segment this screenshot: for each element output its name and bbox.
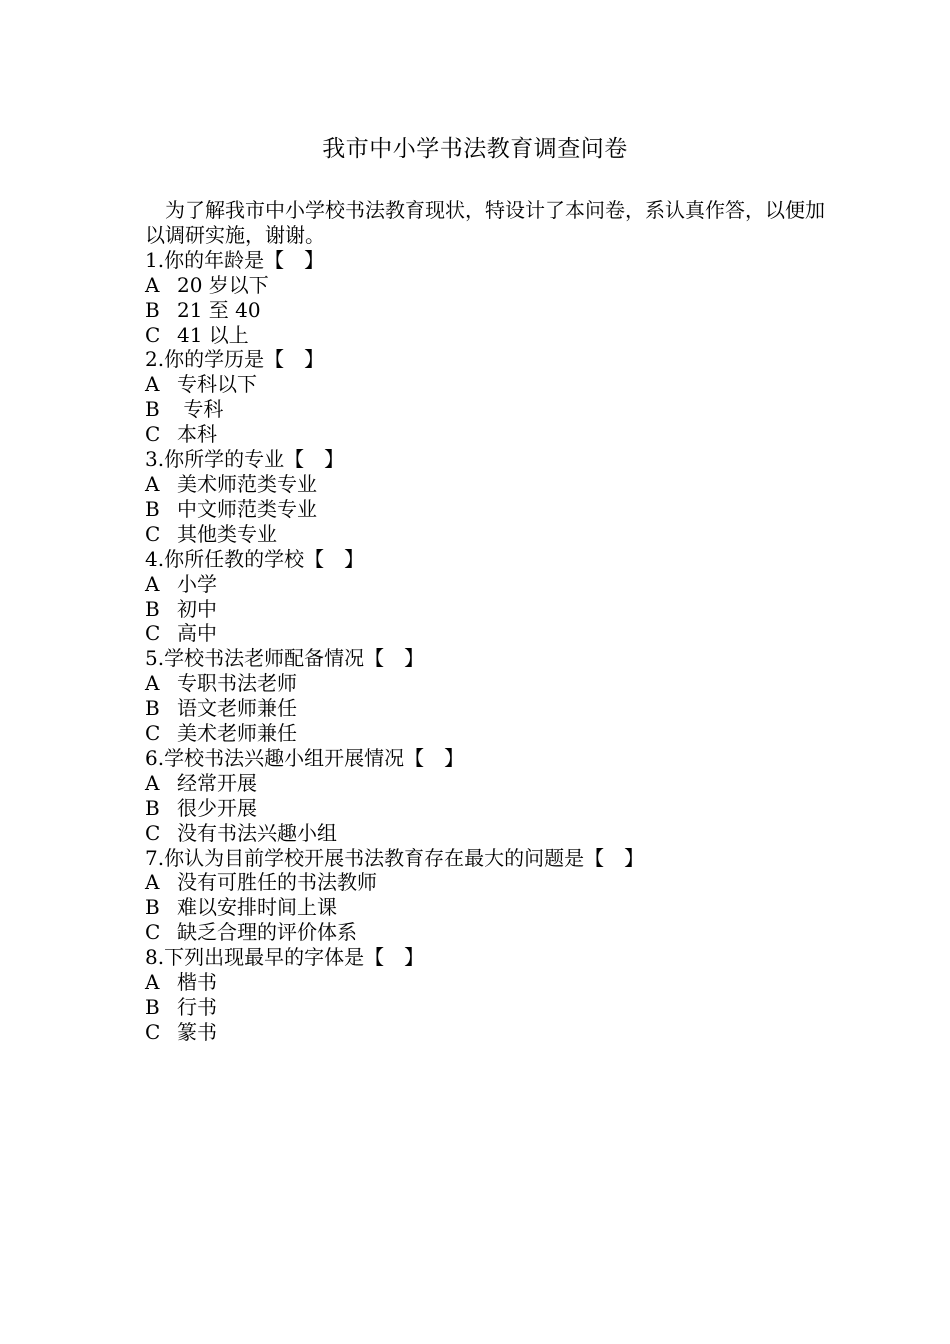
- option-letter: B: [145, 496, 160, 521]
- option-letter: C: [145, 1019, 161, 1044]
- option-letter: B: [145, 995, 160, 1019]
- option-letter: B: [145, 696, 160, 721]
- answer-option: [145, 572, 825, 597]
- document-body: [145, 198, 825, 1045]
- option-text: 20 岁以下: [177, 272, 269, 297]
- option-letter: C: [145, 621, 161, 646]
- option-letter: A: [145, 471, 160, 496]
- document-title: 我市中小学书法教育调查问卷: [322, 136, 628, 162]
- option-letter: B: [145, 297, 160, 322]
- answer-option: [145, 1020, 825, 1045]
- option-letter: A: [145, 571, 160, 596]
- option-letter: B: [145, 795, 160, 820]
- option-letter: A: [145, 770, 160, 795]
- question-block: [145, 547, 825, 647]
- option-text: 专科: [177, 397, 224, 422]
- option-letter: A: [145, 970, 160, 995]
- option-text: 美术师范类专业: [177, 471, 317, 496]
- option-letter: C: [145, 422, 161, 447]
- answer-option: [145, 397, 825, 422]
- option-text: 21 至 40: [177, 297, 261, 322]
- question-block: [145, 945, 825, 1045]
- option-text: 小学: [177, 571, 217, 596]
- option-text: 行书: [177, 995, 217, 1019]
- answer-option: [145, 771, 825, 796]
- option-letter: A: [145, 870, 160, 895]
- answer-option: [145, 621, 825, 646]
- question-block: [145, 846, 825, 946]
- option-text: 没有书法兴趣小组: [177, 820, 337, 845]
- answer-option: [145, 522, 825, 547]
- option-text: 中文师范类专业: [177, 496, 317, 521]
- answer-option: [145, 422, 825, 447]
- answer-option: [145, 796, 825, 821]
- option-text: 初中: [177, 596, 217, 621]
- answer-option: [145, 472, 825, 497]
- answer-option: [145, 497, 825, 522]
- answer-option: [145, 995, 825, 1020]
- option-text: 经常开展: [177, 770, 257, 795]
- question-block: [145, 347, 825, 447]
- option-text: 专科以下: [177, 372, 257, 397]
- question-text: 7.你认为目前学校开展书法教育存在最大的问题是【 】: [145, 845, 645, 870]
- answer-option: [145, 970, 825, 995]
- option-letter: C: [145, 521, 161, 546]
- option-letter: A: [145, 372, 160, 397]
- answer-option: [145, 372, 825, 397]
- option-letter: A: [145, 272, 160, 297]
- answer-option: [145, 323, 825, 348]
- answer-option: [145, 696, 825, 721]
- option-letter: C: [145, 322, 161, 347]
- answer-option: [145, 821, 825, 846]
- answer-option: [145, 298, 825, 323]
- answer-option: [145, 895, 825, 920]
- question-text: 5.学校书法老师配备情况【 】: [145, 646, 425, 671]
- option-text: 本科: [177, 422, 217, 447]
- answer-option: [145, 870, 825, 895]
- question-block: [145, 746, 825, 846]
- option-letter: B: [145, 397, 160, 422]
- option-text: 难以安排时间上课: [177, 895, 337, 920]
- answer-option: [145, 671, 825, 696]
- option-letter: B: [145, 596, 160, 621]
- answer-option: [145, 273, 825, 298]
- option-text: 缺乏合理的评价体系: [177, 920, 357, 945]
- answer-option: [145, 721, 825, 746]
- option-text: 篆书: [177, 1019, 217, 1044]
- option-text: 专职书法老师: [177, 671, 297, 696]
- option-text: 高中: [177, 621, 217, 646]
- option-letter: C: [145, 721, 161, 746]
- option-letter: A: [145, 671, 160, 696]
- option-text: 语文老师兼任: [177, 696, 297, 721]
- option-text: 41 以上: [177, 322, 249, 347]
- question-text: 6.学校书法兴趣小组开展情况【 】: [145, 745, 465, 770]
- question-block: [145, 248, 825, 348]
- option-text: 楷书: [177, 970, 217, 995]
- option-letter: C: [145, 820, 161, 845]
- option-text: 很少开展: [177, 795, 257, 820]
- answer-option: [145, 920, 825, 945]
- question-text: 4.你所任教的学校【 】: [145, 546, 365, 571]
- option-letter: B: [145, 895, 160, 920]
- option-text: 美术老师兼任: [177, 721, 297, 746]
- question-block: [145, 646, 825, 746]
- answer-option: [145, 597, 825, 622]
- option-text: 其他类专业: [177, 521, 277, 546]
- intro-paragraph: 为了解我市中小学校书法教育现状，特设计了本问卷，系认真作答，以便加以调研实施，谢谢。: [145, 198, 825, 247]
- question-block: [145, 447, 825, 547]
- question-text: 1.你的年龄是【 】: [145, 247, 325, 272]
- option-letter: C: [145, 920, 161, 945]
- option-text: 没有可胜任的书法教师: [177, 870, 377, 895]
- question-text: 2.你的学历是【 】: [145, 347, 325, 372]
- question-text: 8.下列出现最早的字体是【 】: [145, 945, 425, 970]
- question-text: 3.你所学的专业【 】: [145, 447, 345, 472]
